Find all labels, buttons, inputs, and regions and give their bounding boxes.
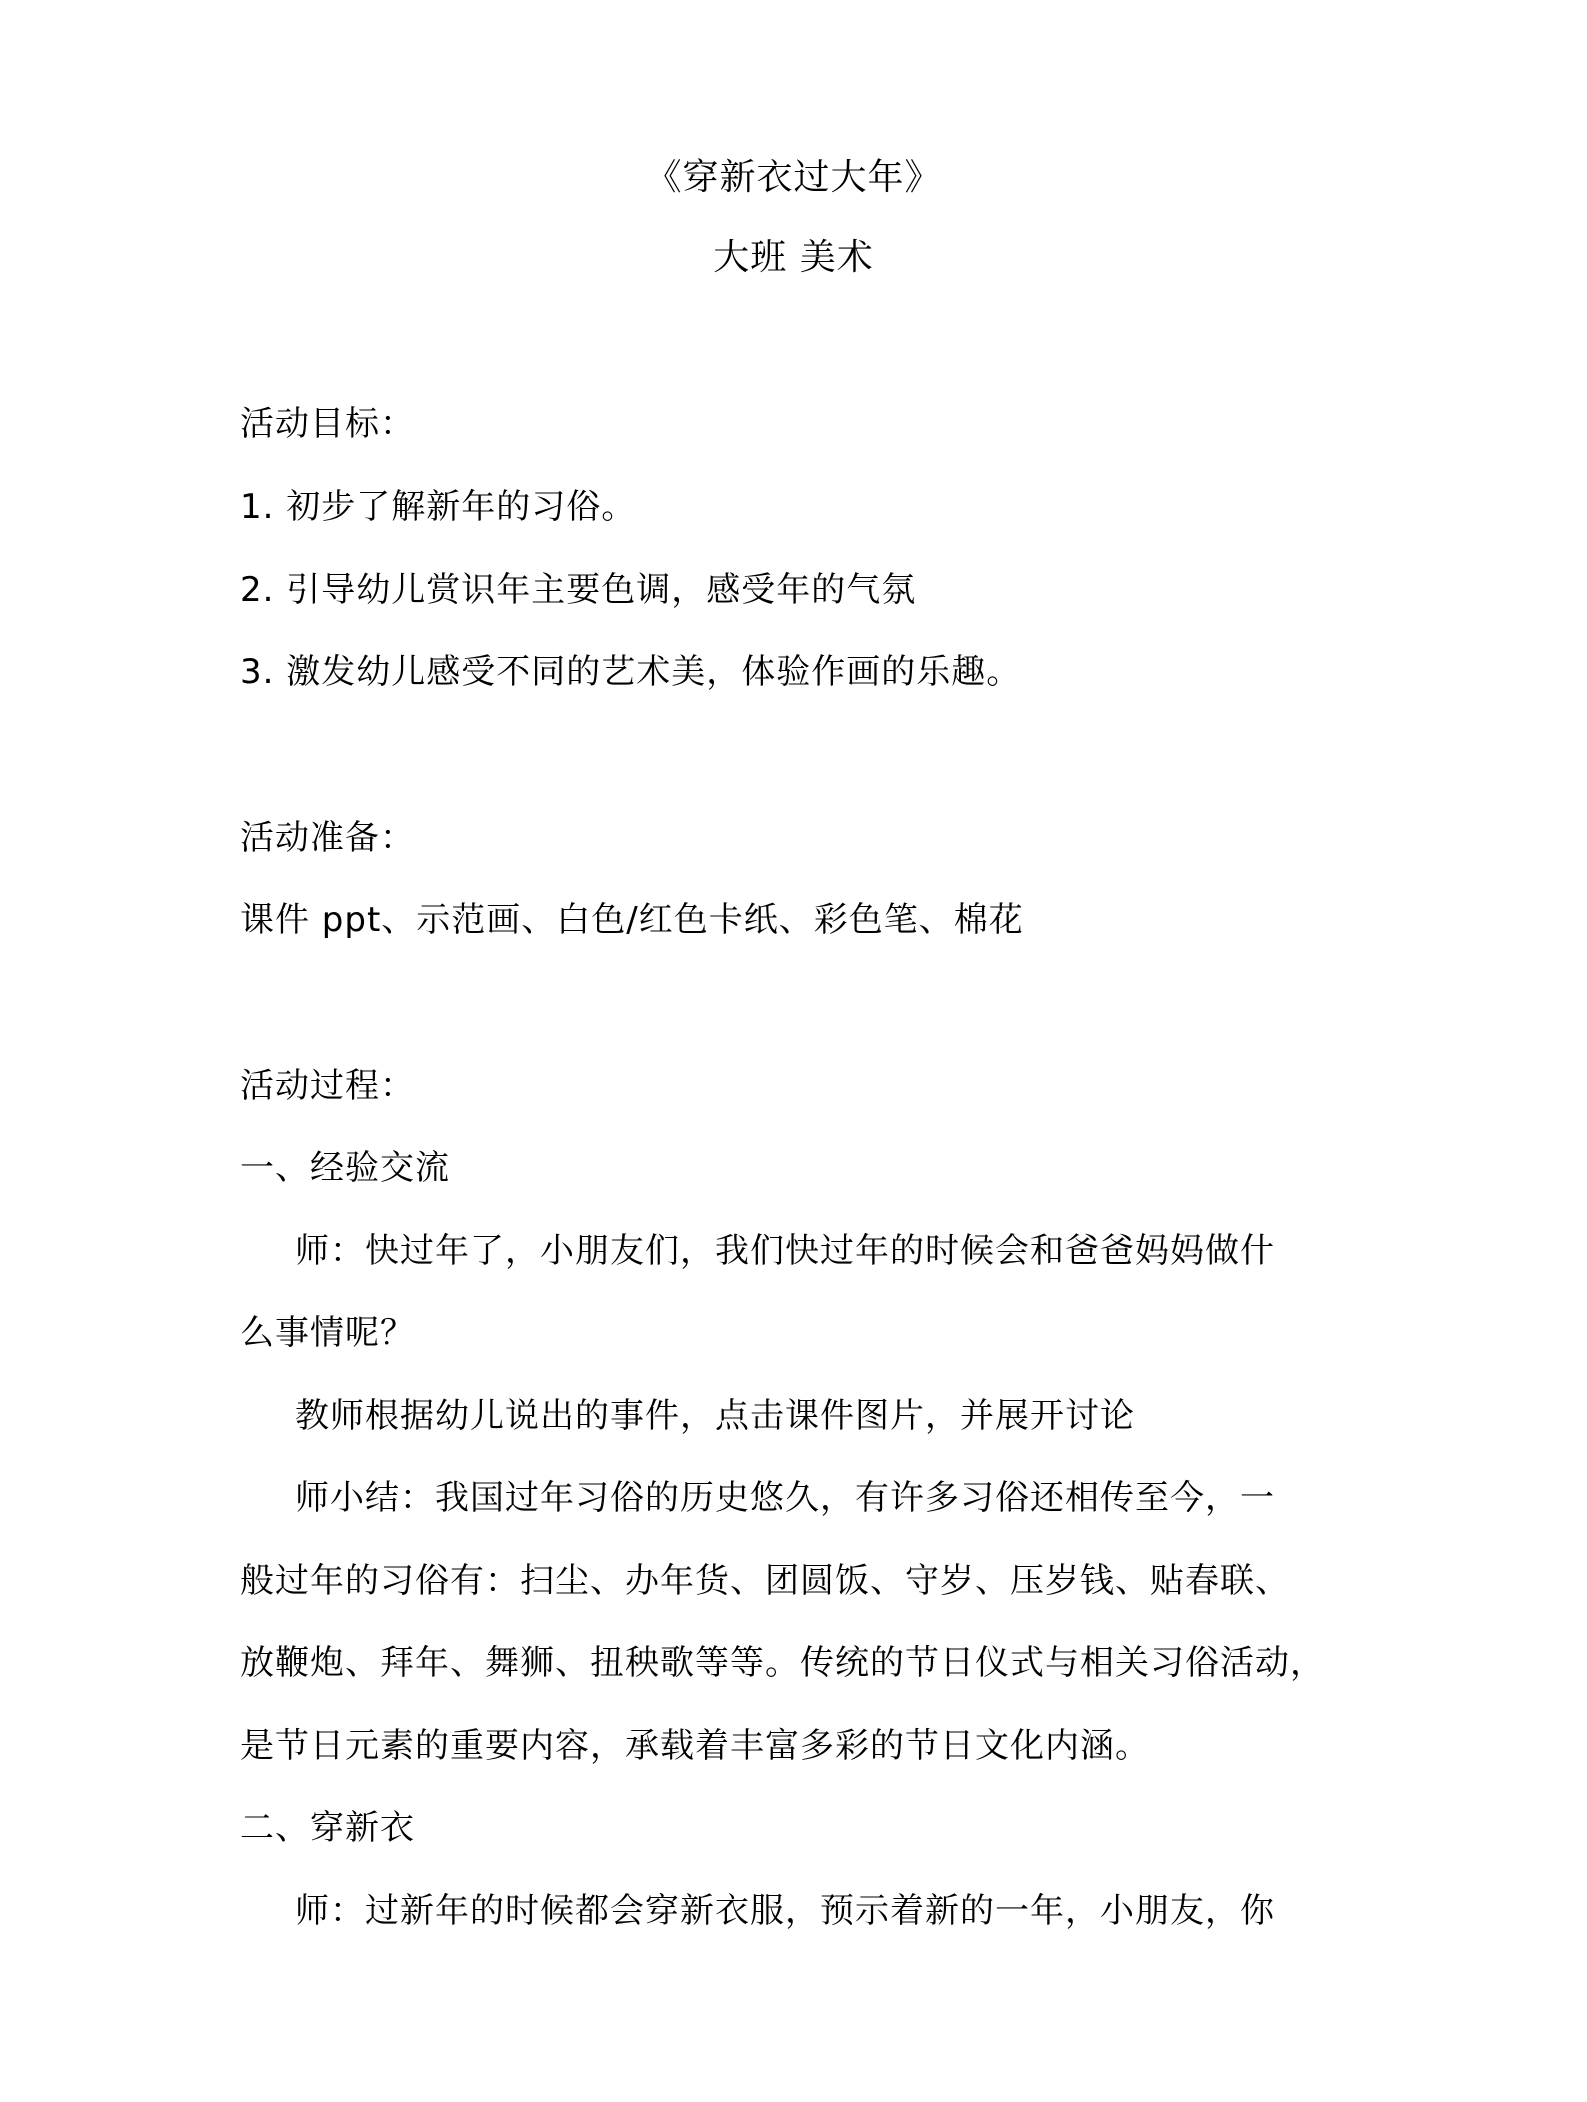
goals-heading: 活动目标： bbox=[240, 404, 415, 444]
preparation-text: 课件 ppt、示范画、白色/红色卡纸、彩色笔、棉花 bbox=[240, 900, 1024, 940]
goal-item-3: 3. 激发幼儿感受不同的艺术美，体验作画的乐趣。 bbox=[240, 652, 1022, 692]
preparation-heading: 活动准备： bbox=[240, 818, 415, 858]
part1-heading: 一、经验交流 bbox=[240, 1148, 450, 1188]
paragraph-line: 么事情呢？ bbox=[240, 1313, 415, 1353]
paragraph-line: 师：过新年的时候都会穿新衣服，预示着新的一年，小朋友，你 bbox=[295, 1891, 1275, 1931]
document-title: 《穿新衣过大年》 bbox=[645, 157, 942, 198]
goal-item-2: 2. 引导幼儿赏识年主要色调，感受年的气氛 bbox=[240, 570, 917, 610]
document-subtitle: 大班 美术 bbox=[713, 237, 874, 278]
goal-item-1: 1. 初步了解新年的习俗。 bbox=[240, 487, 637, 527]
paragraph-line: 师：快过年了，小朋友们，我们快过年的时候会和爸爸妈妈做什 bbox=[295, 1231, 1275, 1271]
paragraph-line: 教师根据幼儿说出的事件，点击课件图片，并展开讨论 bbox=[295, 1396, 1135, 1436]
paragraph-line: 般过年的习俗有：扫尘、办年货、团圆饭、守岁、压岁钱、贴春联、 bbox=[240, 1561, 1290, 1601]
process-heading: 活动过程： bbox=[240, 1066, 415, 1106]
paragraph-line: 放鞭炮、拜年、舞狮、扭秧歌等等。传统的节日仪式与相关习俗活动， bbox=[240, 1643, 1325, 1683]
part2-heading: 二、穿新衣 bbox=[240, 1808, 415, 1848]
paragraph-line: 师小结：我国过年习俗的历史悠久，有许多习俗还相传至今，一 bbox=[295, 1478, 1275, 1518]
paragraph-line: 是节日元素的重要内容，承载着丰富多彩的节日文化内涵。 bbox=[240, 1726, 1150, 1766]
